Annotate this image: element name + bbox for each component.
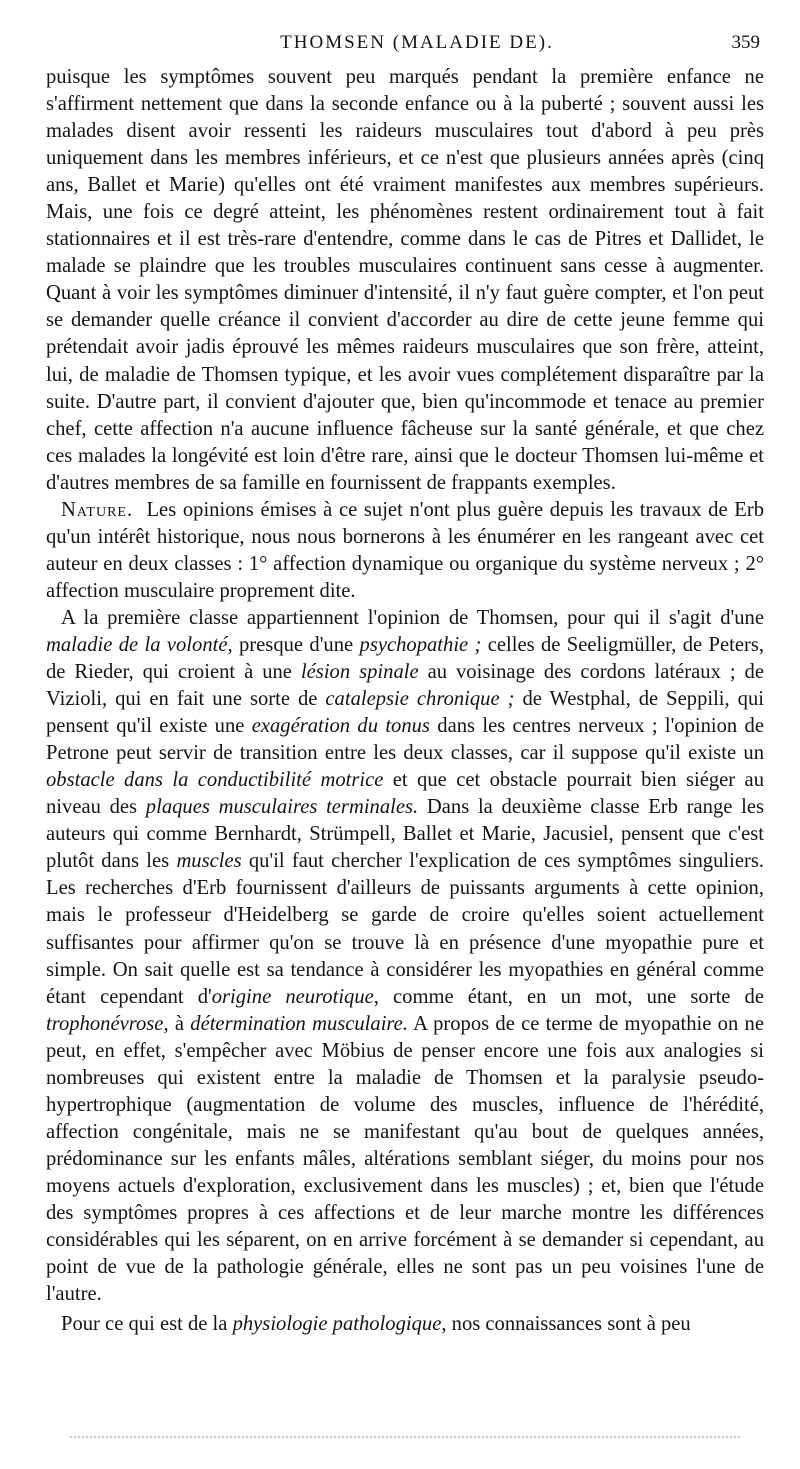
text-run: et que cet obstacle pourrait bien siéger au niveau des: [46, 769, 764, 819]
text-run: dans les centres nerveux ; l'opinion de Petrone peut servir de transition entre les deux classes, car il suppose qu'il existe un: [46, 715, 764, 765]
italic-term: origine neurotique: [211, 985, 374, 1008]
italic-term: trophonévrose: [46, 1012, 164, 1035]
italic-term: détermination musculaire.: [190, 1012, 408, 1035]
text-run: Dans la deuxième classe Erb range les auteurs qui comme Bernhardt, Strümpell, Ballet et Marie, Jacusiel, pensent que c'est plutôt dans les: [46, 796, 764, 873]
italic-term: catalepsie chronique ;: [325, 688, 515, 711]
section-label-nature: Nature.: [61, 498, 134, 521]
paragraph-continuation: puisque les symptômes souvent peu marqués pendant la première enfance ne s'affirment nettement que dans la seconde enfance ou à la puberté ; souvent aussi les malades disent avoir ressenti les raideurs musculaires tout d'abord à peu près uniquement dans les membres inférieurs, et ce n'est que plusieurs années après (cinq ans, Ballet et Marie) qu'elles ont été vraiment manifestes aux membres supérieurs. Mais, une fois ce degré atteint, les phénomènes restent ordinairement tout à fait stationnaires et il est très-rare d'entendre, comme dans le cas de Pitres et Dallidet, le malade se plaindre que les troubles musculaires continuent sans cesse à augmenter. Quant à voir les symptômes diminuer d'intensité, il n'y faut guère compter, et l'on peut se demander quelle créance il convient d'accorder au dire de cette jeune femme qui prétendait avoir jadis éprouvé les mêmes raideurs musculaires que son frère, atteint, lui, de maladie de Thomsen typique, et les avoir vues complétement disparaître par la suite. D'autre part, il convient d'ajouter que, bien qu'incommode et tenace au premier chef, cette affection n'a aucune influence fâcheuse sur la santé générale, et que chez ces malades la longévité est loin d'être rare, ainsi que le docteur Thomsen lui-même et d'autres membres de sa famille en fournissent de frappants exemples.: [46, 66, 764, 494]
italic-term: exagération du tonus: [251, 715, 430, 738]
body-text: [46, 64, 764, 1338]
bleed-through-rule: [70, 1436, 740, 1438]
running-head: THOMSEN (MALADIE DE).: [280, 32, 554, 53]
text-run: celles de Seeligmüller, de Peters, de Rieder, qui croient à une: [46, 633, 764, 684]
text-run: , à: [163, 1012, 191, 1035]
italic-term: psychopathie ;: [359, 633, 482, 656]
text-run: A propos de ce terme de myopathie on ne peut, en effet, s'empêcher avec Möbius de penser encore une fois aux analogies si nombreuses qui existent entre la maladie de Thomsen et la paralysie pseudo-hypertrophique (augmentation de volume des muscles, influence de l'hérédité, affection congénitale, mais ne se manifestant qu'au bout de quelques années, prédominance sur les enfants mâles, altérations semblant siéger, du moins pour nos moyens actuels d'exploration, exclusivement dans les muscles) ; et, bien que l'étude des symptômes propres à ces affections et de leur marche montre les différences considérables qui les séparent, on en arrive forcément à se demander si cependant, au point de vue de la pathologie générale, elles ne sont pas un peu voisines l'une de l'autre.: [46, 1012, 764, 1306]
italic-term: lésion spinale: [300, 661, 419, 684]
text-run: qu'il faut chercher l'explication de ces symptômes singuliers. Les recherches d'Erb fournissent d'ailleurs de puissants arguments à cette opinion, mais le professeur d'Heidelberg se garde de croire qu'elles soient actuellement suffisantes pour affirmer qu'on se trouve là en présence d'une myopathie pure et simple. On sait quelle est sa tendance à considérer les myopathies en général comme étant cependant d': [46, 850, 764, 1008]
italic-term: obstacle dans la conductibilité motrice: [46, 769, 384, 792]
text-run: de Westphal, de Seppili, qui pensent qu'il existe une: [46, 688, 764, 738]
italic-term: maladie de la volonté: [46, 633, 228, 656]
italic-term: muscles: [176, 850, 242, 873]
text-run: au voisinage des cordons latéraux ; de Vizioli, qui en fait une sorte de: [46, 661, 764, 711]
text-run: Pour ce qui est de la: [61, 1313, 233, 1336]
text-run: , nos connaissances sont à peu: [441, 1313, 691, 1336]
text-run: A la première classe appartiennent l'opinion de Thomsen, pour qui il s'agit d'une: [61, 606, 764, 629]
paragraph-nature: [46, 497, 764, 605]
paragraph-nature-text: Les opinions émises à ce sujet n'ont plus guère depuis les travaux de Erb qu'un intérêt historique, nous nous bornerons à les énumérer en les rangeant avec cet auteur en deux classes : 1° affection dynamique ou organique du système nerveux ; 2° affection musculaire proprement dite.: [46, 498, 764, 602]
italic-term: physiologie pathologique: [232, 1313, 442, 1336]
page-header: [46, 0, 764, 53]
text-run: , presque d'une: [227, 633, 360, 656]
italic-term: plaques musculaires terminales.: [145, 796, 419, 819]
page-number: 359: [731, 32, 760, 53]
paragraph-physiologie: [46, 1311, 764, 1338]
paragraph-classification: [46, 605, 764, 1308]
text-run: , comme étant, en un mot, une sorte de: [373, 985, 764, 1008]
